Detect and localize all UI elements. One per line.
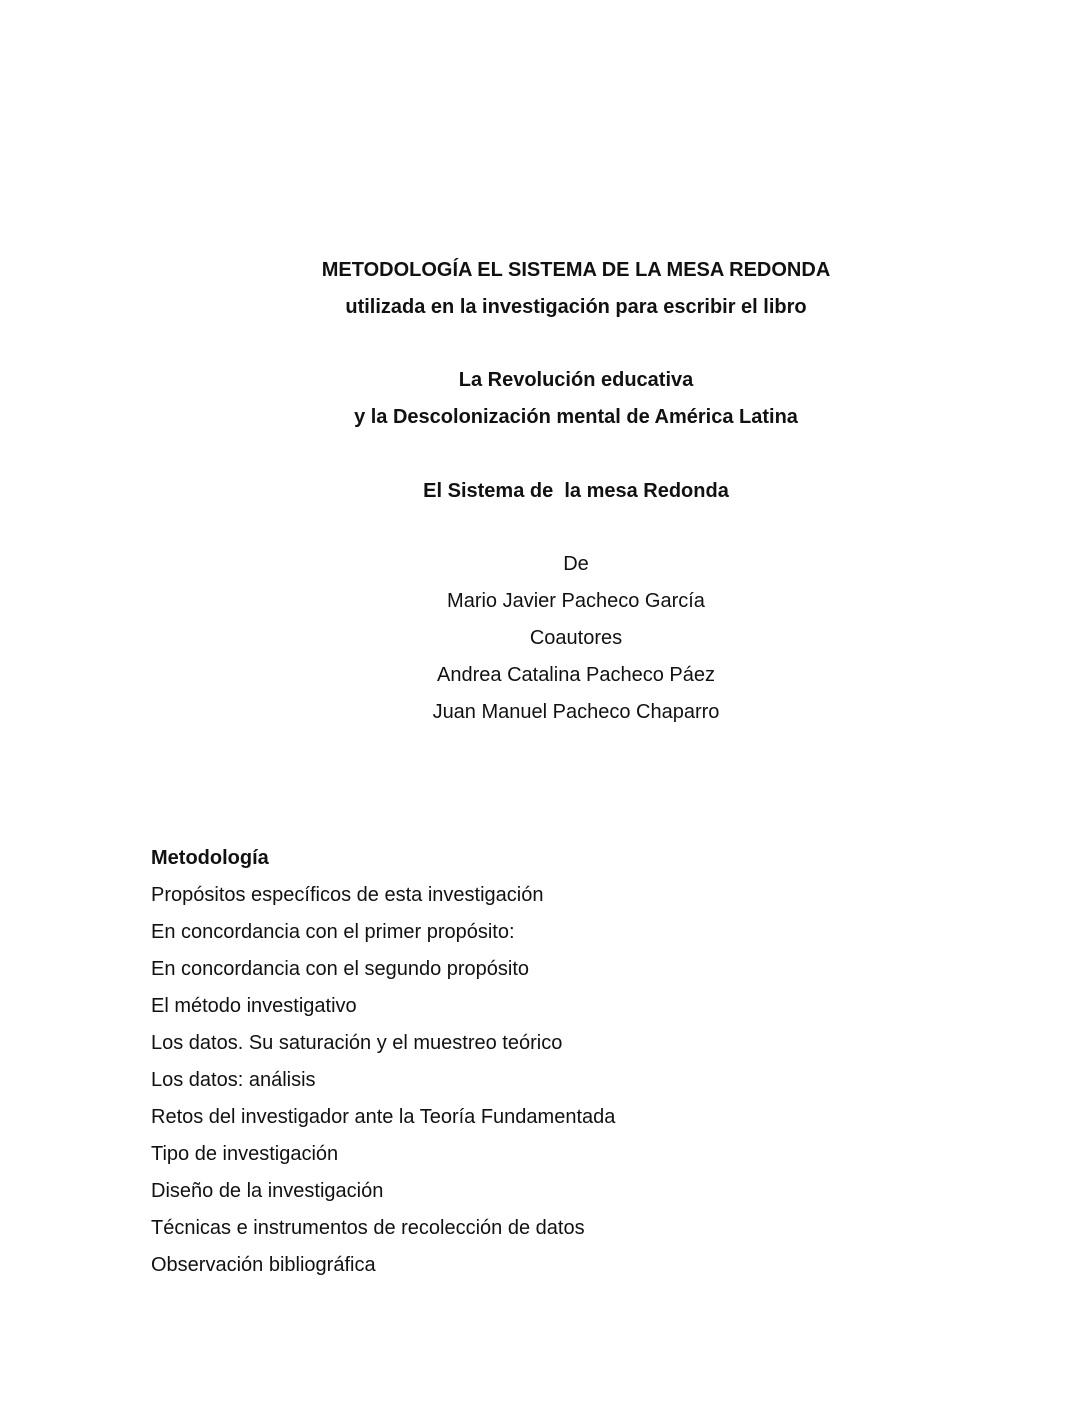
contents-item: Tipo de investigación [151, 1143, 339, 1165]
document-title [0, 252, 1088, 326]
book-title [0, 362, 1088, 436]
by-label: De [563, 553, 589, 575]
contents-list [151, 840, 615, 1284]
subtitle-line: El Sistema de la mesa Redonda [423, 480, 729, 502]
contents-item: Propósitos específicos de esta investigación [151, 884, 544, 906]
coauthor-name-1: Andrea Catalina Pacheco Páez [437, 664, 715, 686]
contents-item: Los datos. Su saturación y el muestreo teórico [151, 1032, 563, 1054]
coauthors-label: Coautores [529, 627, 623, 649]
book-title-line-2: y la Descolonización mental de América Latina [354, 406, 798, 428]
contents-item: Retos del investigador ante la Teoría Fundamentada [151, 1106, 616, 1128]
book-title-line-1: La Revolución educativa [458, 369, 694, 391]
contents-item: Diseño de la investigación [151, 1180, 384, 1202]
contents-item: En concordancia con el segundo propósito [151, 958, 530, 980]
contents-heading: Metodología [151, 847, 269, 869]
author-name: Mario Javier Pacheco García [447, 590, 705, 612]
contents-item: Observación bibliográfica [151, 1254, 376, 1276]
contents-item: Los datos: análisis [151, 1069, 316, 1091]
contents-item: En concordancia con el primer propósito: [151, 921, 515, 943]
contents-item: El método investigativo [151, 995, 357, 1017]
contents-item: Técnicas e instrumentos de recolección de datos [151, 1217, 585, 1239]
system-subtitle [0, 473, 1088, 510]
title-line-1: METODOLOGÍA EL SISTEMA DE LA MESA REDONDA [321, 259, 831, 281]
credits-block [0, 546, 1088, 731]
title-line-2: utilizada en la investigación para escribir el libro [345, 296, 807, 318]
coauthor-name-2: Juan Manuel Pacheco Chaparro [432, 701, 720, 723]
